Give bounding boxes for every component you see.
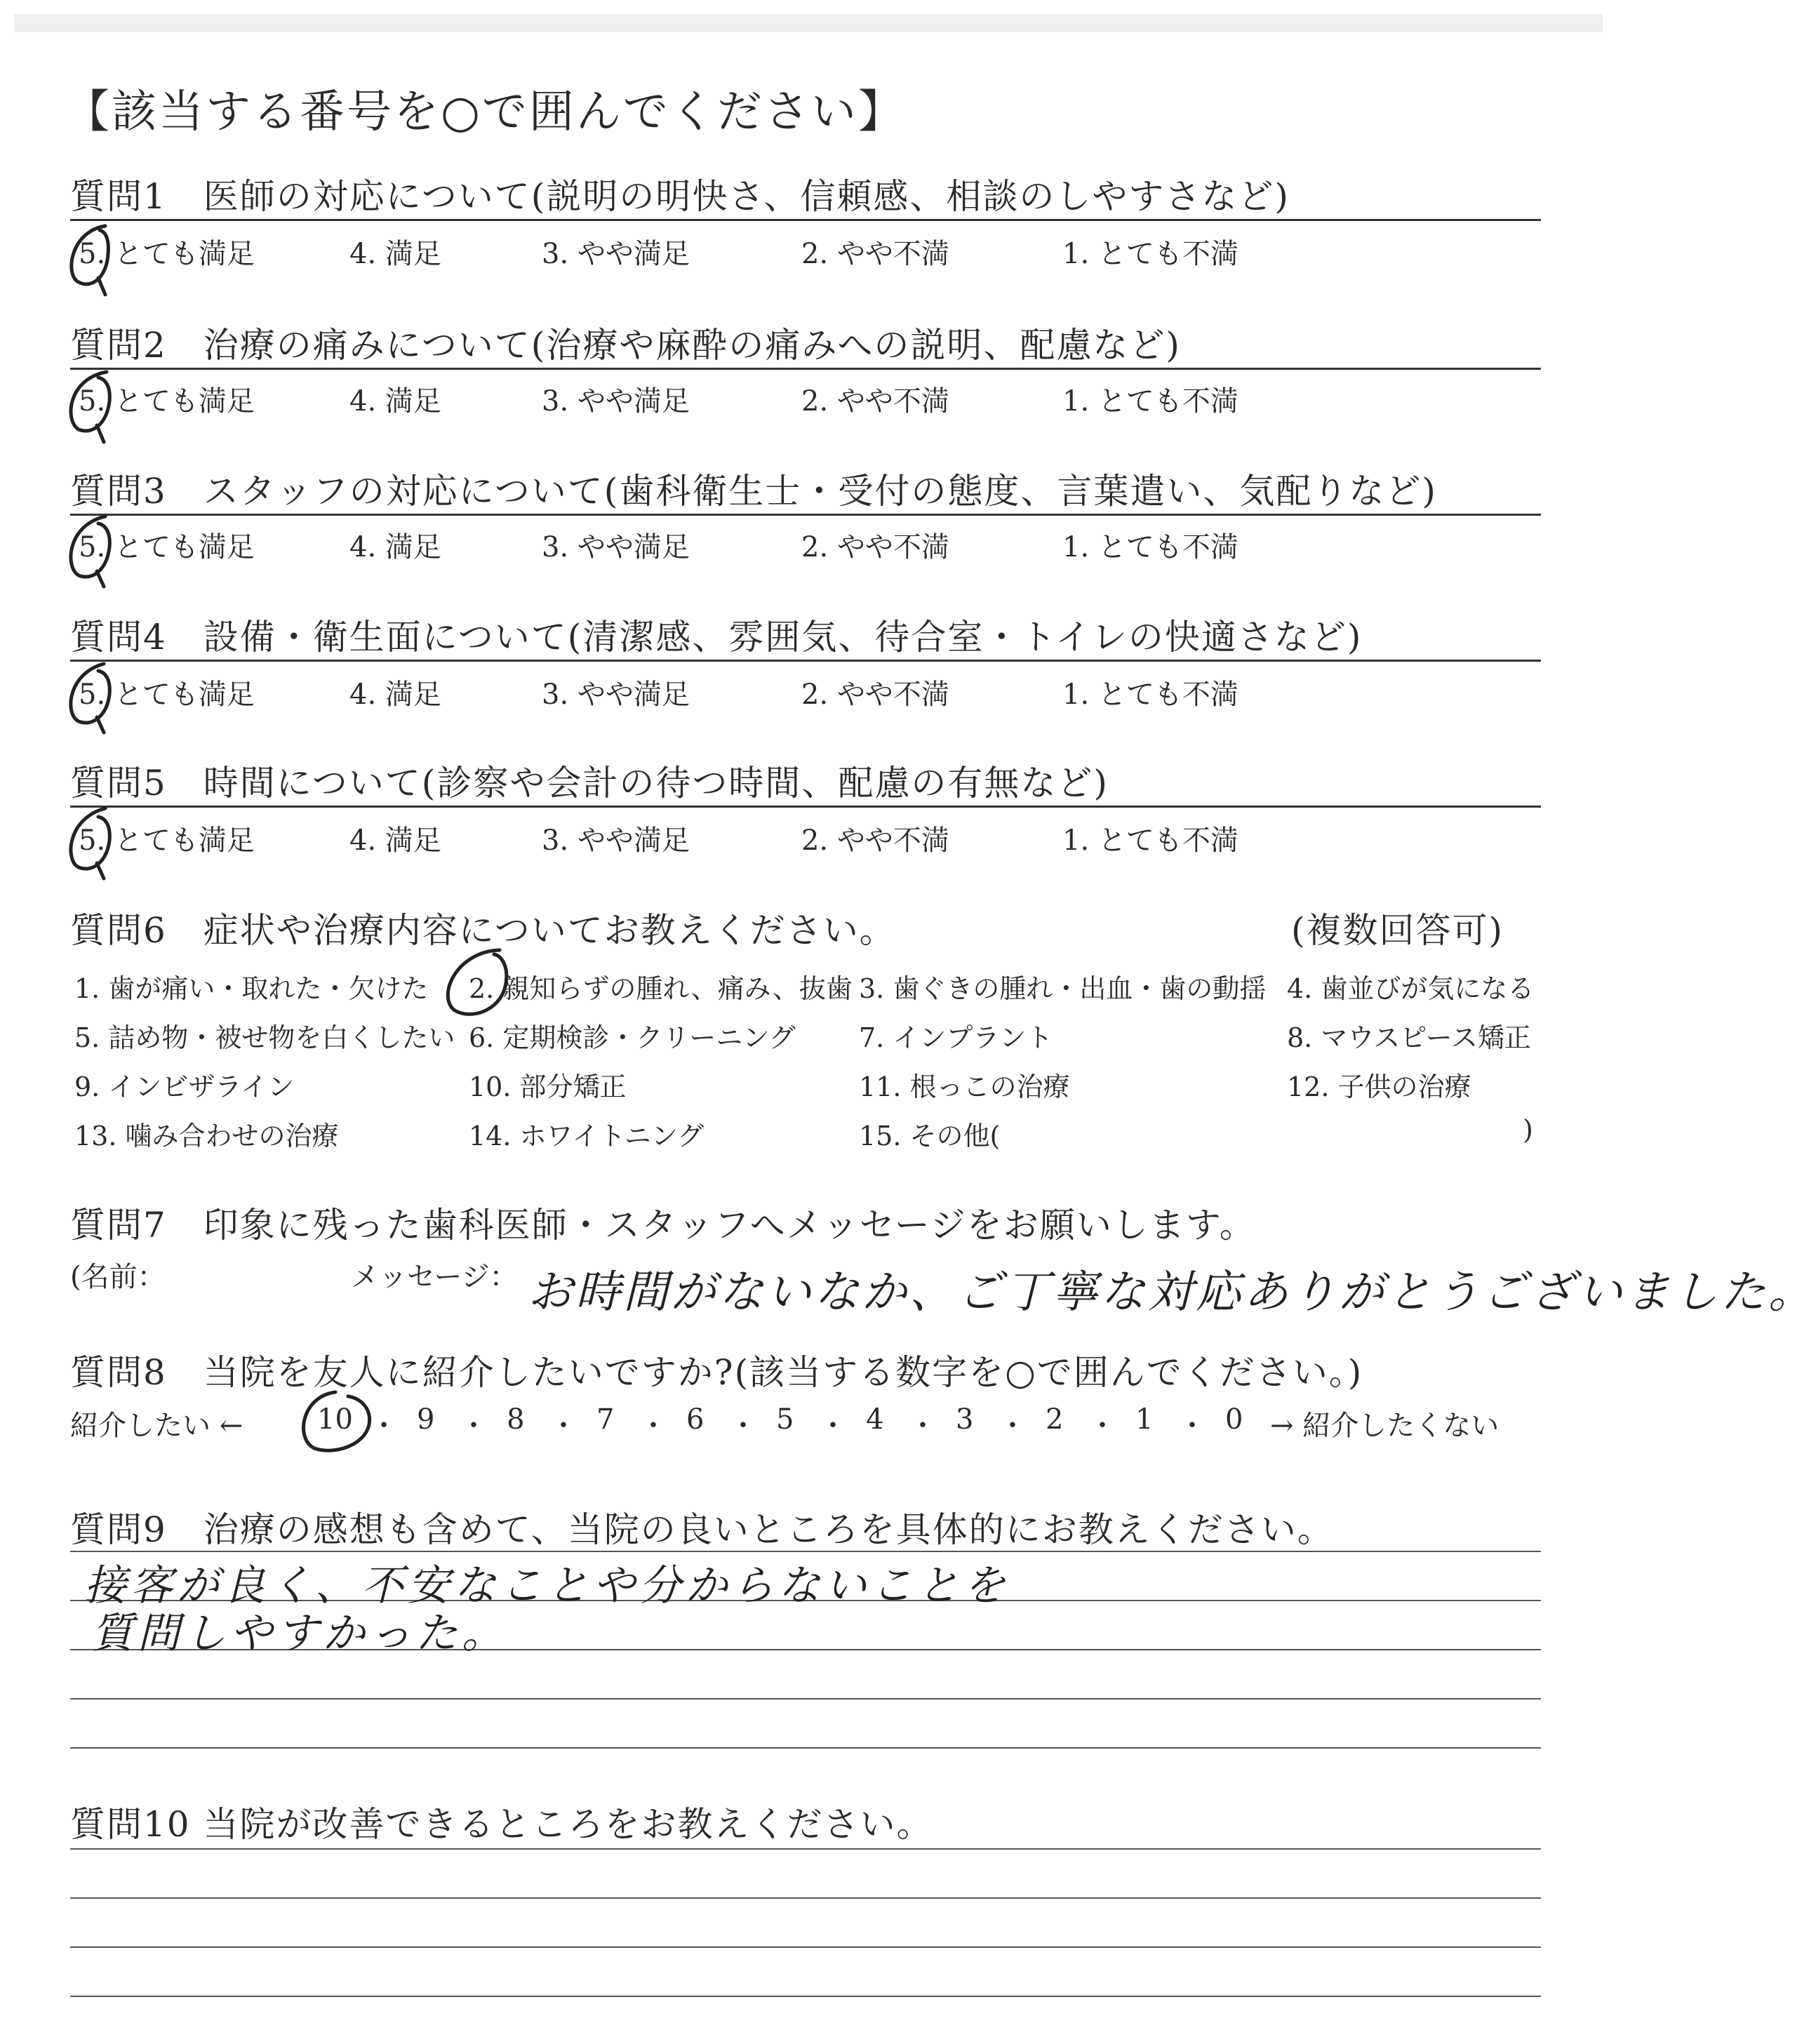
q5-option-5[interactable]: 5. とても満足: [79, 824, 255, 857]
q7-message-label: メッセージ：: [351, 1261, 518, 1293]
q4-option-2[interactable]: 2. やや不満: [801, 679, 949, 711]
question-7-label: 質問7 印象に残った歯科医師・スタッフへメッセージをお願いします。: [70, 1205, 1256, 1245]
q8-scale-4[interactable]: 4: [866, 1403, 884, 1436]
q8-scale-sep: ・: [999, 1410, 1027, 1442]
q6-option-4[interactable]: 4. 歯並びが気になる: [1287, 973, 1535, 1004]
q8-scale-sep: ・: [370, 1410, 398, 1442]
q8-scale-sep: ・: [909, 1410, 937, 1442]
question-4-label: 質問4 設備・衛生面について(清潔感、雰囲気、待合室・トイレの快適さなど): [70, 617, 1363, 657]
q8-scale-sep: ・: [819, 1410, 847, 1442]
q8-scale-9[interactable]: 9: [417, 1403, 435, 1436]
q6-option-6[interactable]: 6. 定期検診・クリーニング: [469, 1022, 796, 1053]
q6-option-12[interactable]: 12. 子供の治療: [1287, 1071, 1471, 1102]
q1-option-2[interactable]: 2. やや不満: [801, 238, 949, 270]
q8-scale-sep: ・: [460, 1410, 488, 1442]
q8-scale-10[interactable]: 10: [317, 1403, 353, 1436]
q6-option-5[interactable]: 5. 詰め物・被せ物を白くしたい: [74, 1022, 455, 1053]
q6-option-13[interactable]: 13. 噛み合わせの治療: [74, 1121, 339, 1151]
q8-right-label: → 紹介したくない: [1270, 1410, 1500, 1442]
q2-selected-circle: [71, 372, 109, 442]
q6-option-2-circle: [448, 950, 506, 1014]
q1-option-4[interactable]: 4. 満足: [349, 238, 441, 270]
q5-option-2[interactable]: 2. やや不満: [801, 824, 949, 857]
question-5-label: 質問5 時間について(診察や会計の待つ時間、配慮の有無など): [70, 763, 1109, 803]
q8-scale-sep: ・: [549, 1410, 577, 1442]
q8-scale-sep: ・: [1088, 1410, 1116, 1442]
q4-option-4[interactable]: 4. 満足: [349, 679, 441, 711]
q8-scale-2[interactable]: 2: [1046, 1403, 1064, 1436]
form-title: 【該当する番号を○で囲んでください】: [65, 86, 905, 138]
q6-option-8[interactable]: 8. マウスピース矯正: [1287, 1022, 1531, 1053]
q6-option-15[interactable]: 15. その他(: [859, 1121, 1001, 1151]
q8-scale-0[interactable]: 0: [1225, 1403, 1243, 1436]
question-10-label: 質問10 当院が改善できるところをお教えください。: [70, 1804, 933, 1845]
q4-option-5[interactable]: 5. とても満足: [79, 679, 255, 711]
q3-option-3[interactable]: 3. やや満足: [542, 531, 690, 563]
q5-option-4[interactable]: 4. 満足: [349, 824, 441, 857]
q3-option-1[interactable]: 1. とても不満: [1062, 531, 1239, 563]
q6-option-1[interactable]: 1. 歯が痛い・取れた・欠けた: [74, 973, 429, 1004]
q8-scale-sep: ・: [1178, 1410, 1206, 1442]
q5-selected-circle: [71, 808, 109, 879]
q7-name-label: (名前：: [70, 1261, 166, 1293]
question-3-label: 質問3 スタッフの対応について(歯科衛生士・受付の態度、言葉遣い、気配りなど): [70, 471, 1437, 512]
q8-scale-8[interactable]: 8: [507, 1403, 525, 1436]
q4-option-3[interactable]: 3. やや満足: [542, 679, 690, 711]
q9-answer-line-2[interactable]: 質問しやすかった。: [91, 1609, 508, 1658]
q4-selected-circle: [71, 664, 109, 733]
q2-option-4[interactable]: 4. 満足: [349, 385, 441, 418]
q8-left-label: 紹介したい ←: [70, 1410, 243, 1442]
q1-selected-circle: [72, 226, 109, 295]
q6-option-9[interactable]: 9. インビザライン: [74, 1071, 295, 1102]
q8-scale-3[interactable]: 3: [956, 1403, 974, 1436]
q8-scale-sep: ・: [729, 1410, 757, 1442]
q8-scale-6[interactable]: 6: [686, 1403, 705, 1436]
q3-option-4[interactable]: 4. 満足: [349, 531, 441, 563]
q8-scale-5[interactable]: 5: [776, 1403, 794, 1436]
q1-option-3[interactable]: 3. やや満足: [542, 238, 690, 270]
question-6-label: 質問6 症状や治療内容についてお教えください。: [70, 910, 896, 951]
q5-option-3[interactable]: 3. やや満足: [542, 824, 690, 857]
q6-option-7[interactable]: 7. インプラント: [859, 1022, 1053, 1053]
q1-option-5[interactable]: 5. とても満足: [79, 238, 255, 270]
q2-option-2[interactable]: 2. やや不満: [801, 385, 949, 418]
question-8-label: 質問8 当院を友人に紹介したいですか?(該当する数字を○で囲んでください。): [70, 1352, 1363, 1393]
q6-option-10[interactable]: 10. 部分矯正: [469, 1071, 627, 1102]
q8-scale-7[interactable]: 7: [596, 1403, 615, 1436]
q6-option-15-close-paren: ): [1523, 1114, 1533, 1145]
question-9-label: 質問9 治療の感想も含めて、当院の良いところを具体的にお教えください。: [70, 1509, 1334, 1550]
q6-option-11[interactable]: 11. 根っこの治療: [859, 1071, 1070, 1102]
question-1-label: 質問1 医師の対応について(説明の明快さ、信頼感、相談のしやすさなど): [70, 176, 1290, 217]
q5-option-1[interactable]: 1. とても不満: [1062, 824, 1239, 857]
q9-answer-line-1[interactable]: 接客が良く、不安なことや分からないことを: [84, 1561, 1010, 1610]
q2-option-5[interactable]: 5. とても満足: [79, 385, 255, 418]
q6-option-14[interactable]: 14. ホワイトニング: [469, 1121, 705, 1151]
q8-scale-1[interactable]: 1: [1135, 1403, 1154, 1436]
q2-option-1[interactable]: 1. とても不満: [1062, 385, 1239, 418]
question-6-note: (複数回答可): [1291, 910, 1504, 951]
q4-option-1[interactable]: 1. とても不満: [1062, 679, 1239, 711]
q6-option-2[interactable]: 2. 親知らずの腫れ、痛み、抜歯: [469, 973, 853, 1004]
q3-selected-circle: [71, 516, 109, 587]
q3-option-5[interactable]: 5. とても満足: [79, 531, 255, 563]
q7-message-handwritten[interactable]: お時間がないなか、ご丁寧な対応ありがとうございました。: [528, 1267, 1816, 1318]
q8-selected-circle: [304, 1392, 370, 1450]
q2-option-3[interactable]: 3. やや満足: [542, 385, 690, 418]
q1-option-1[interactable]: 1. とても不満: [1062, 238, 1239, 270]
q6-option-3[interactable]: 3. 歯ぐきの腫れ・出血・歯の動揺: [859, 973, 1267, 1004]
question-2-label: 質問2 治療の痛みについて(治療や麻酔の痛みへの説明、配慮など): [70, 325, 1181, 366]
q3-option-2[interactable]: 2. やや不満: [801, 531, 949, 563]
q8-scale-sep: ・: [639, 1410, 667, 1442]
